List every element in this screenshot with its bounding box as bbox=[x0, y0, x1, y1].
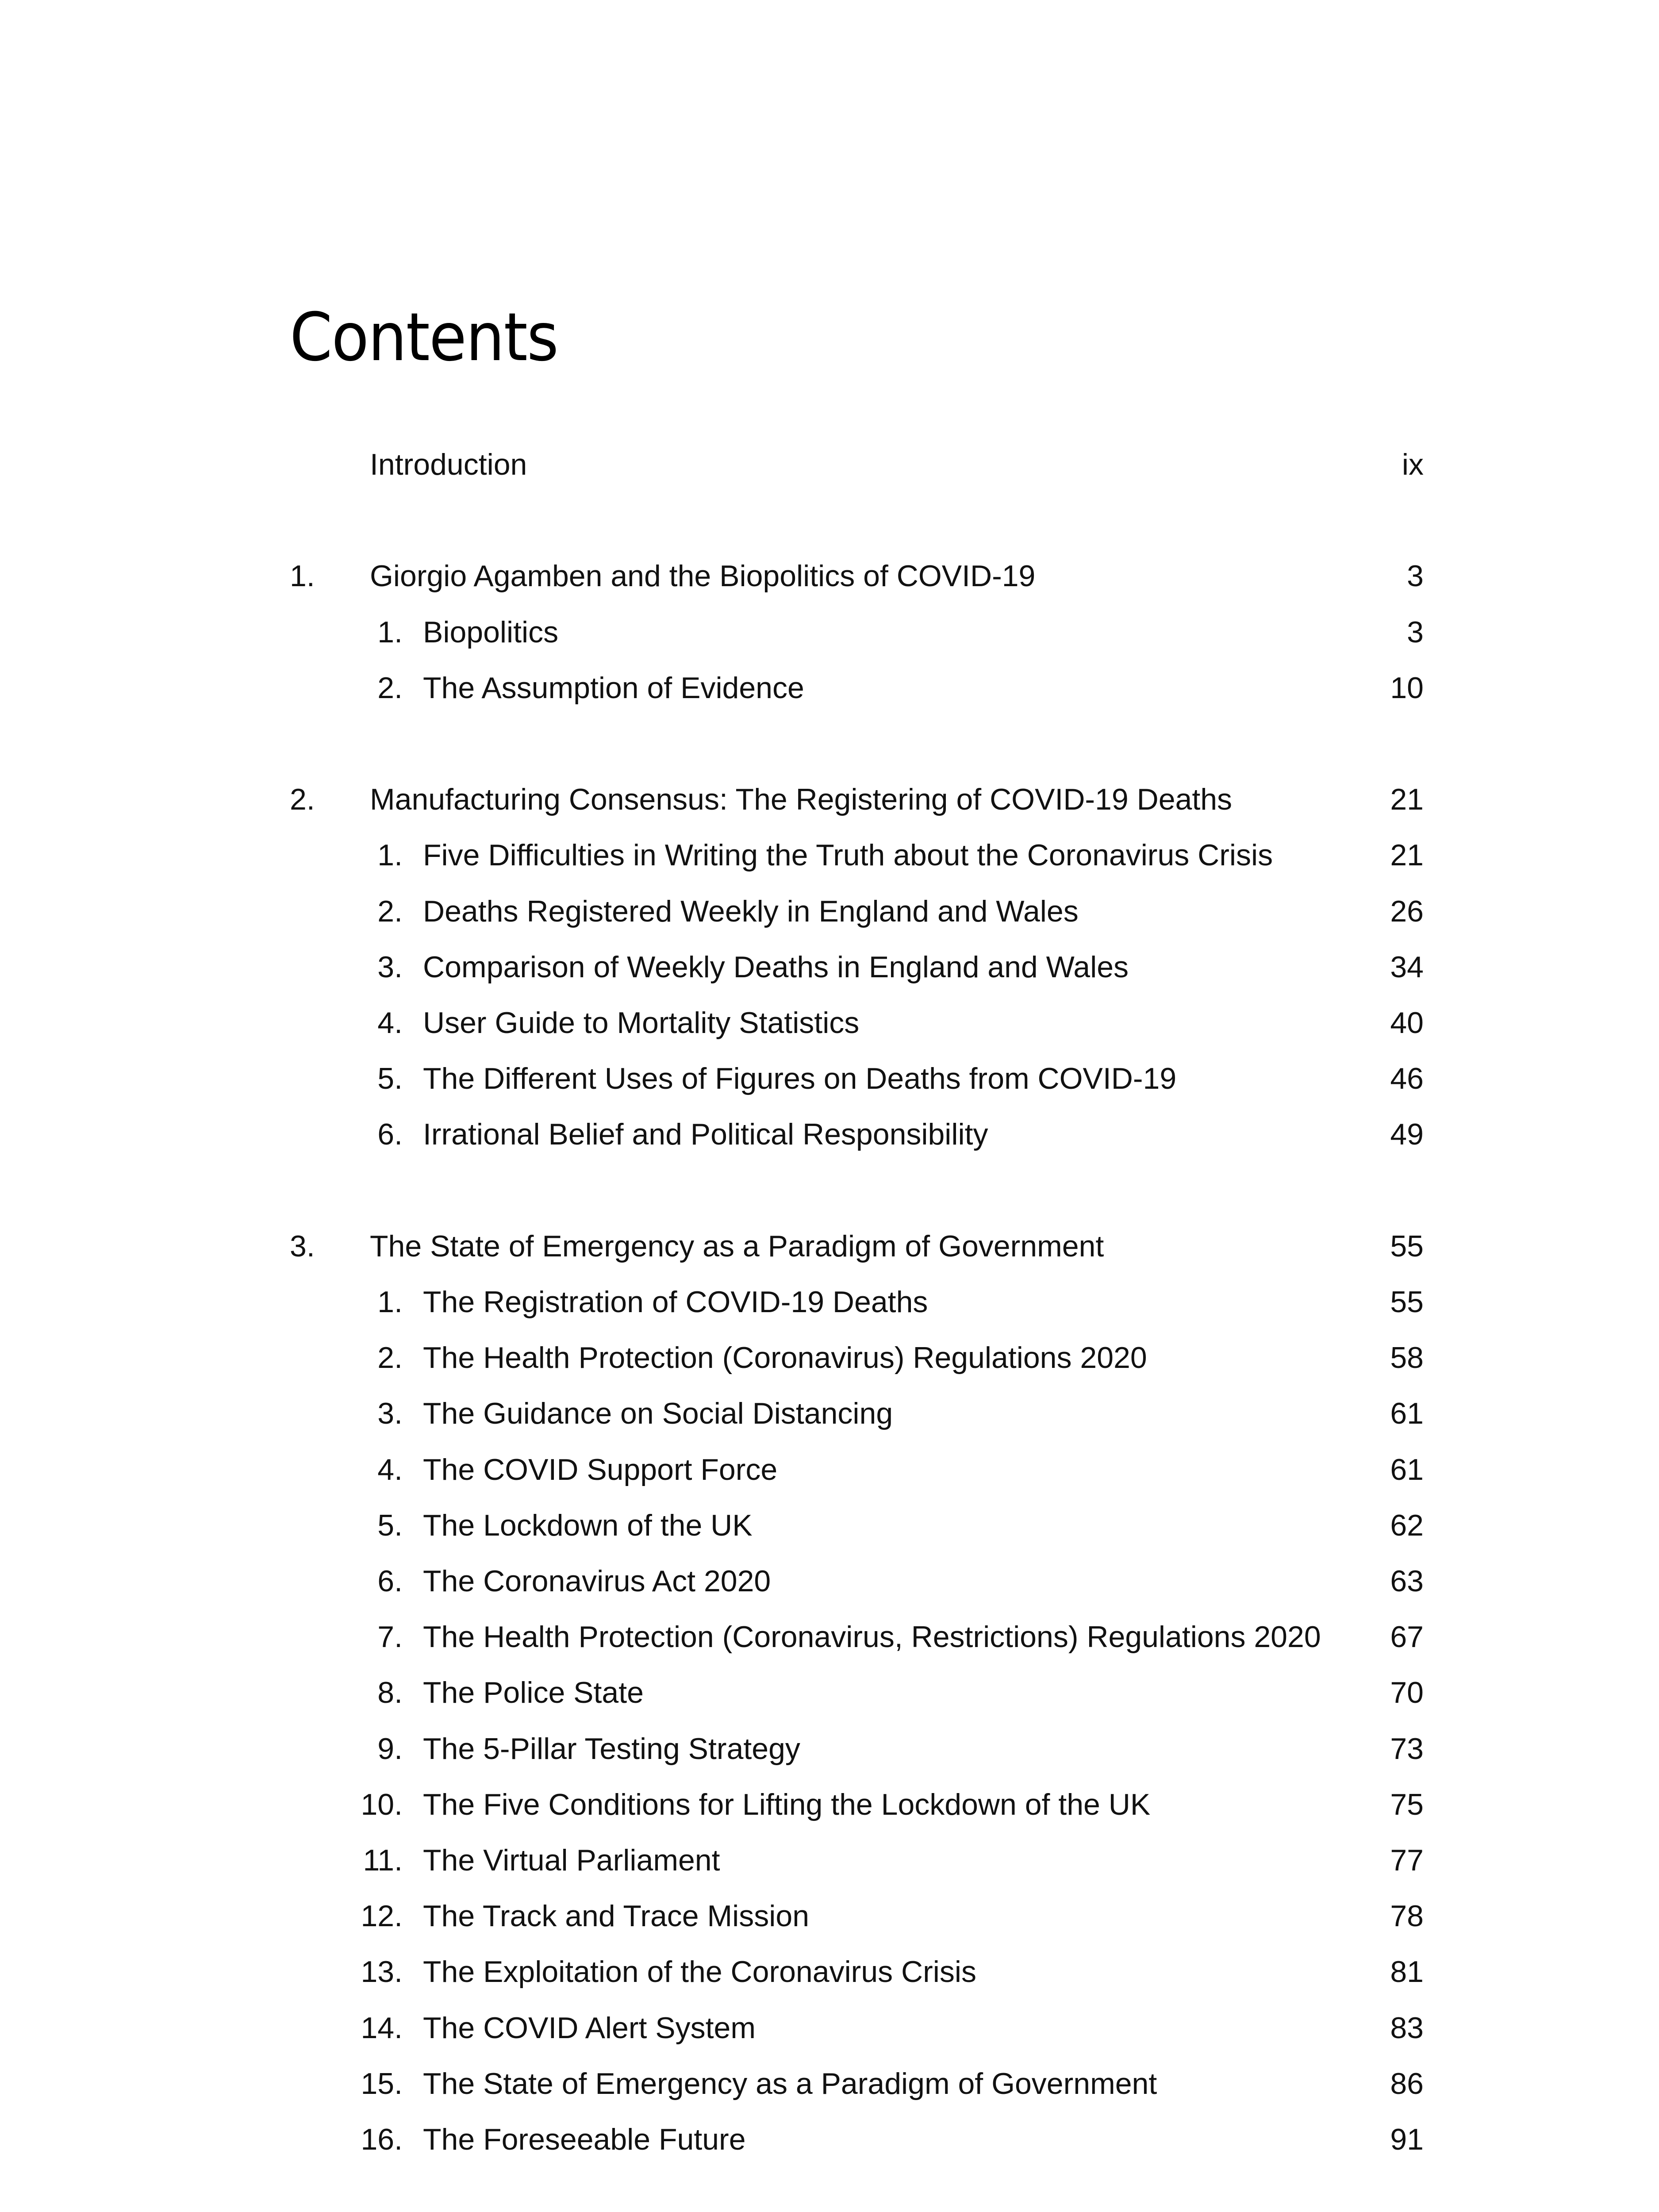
toc-entry-section[interactable] bbox=[0, 1778, 1659, 1831]
entry-page-number: 67 bbox=[1390, 1620, 1424, 1654]
entry-page-number: 10 bbox=[1390, 671, 1424, 705]
entry-page-number: 81 bbox=[1390, 1955, 1424, 1989]
toc-entry-section[interactable] bbox=[0, 1108, 1659, 1161]
entry-page-number: 61 bbox=[1390, 1452, 1424, 1486]
section-number: 3. bbox=[377, 950, 403, 984]
section-title: User Guide to Mortality Statistics bbox=[423, 1006, 860, 1040]
toc-entry-section[interactable] bbox=[0, 1052, 1659, 1105]
chapter-title: The State of Emergency as a Paradigm of Government bbox=[370, 1229, 1104, 1263]
entry-page-number: 83 bbox=[1390, 2011, 1424, 2045]
toc-entry-section[interactable] bbox=[0, 1499, 1659, 1552]
section-title: Biopolitics bbox=[423, 615, 559, 649]
entry-page-number: 40 bbox=[1390, 1006, 1424, 1040]
section-title: The Coronavirus Act 2020 bbox=[423, 1564, 771, 1598]
entry-page-number: 34 bbox=[1390, 950, 1424, 984]
section-number: 2. bbox=[377, 894, 403, 928]
section-number: 2. bbox=[377, 1341, 403, 1375]
toc-entry-section[interactable] bbox=[0, 1555, 1659, 1608]
toc-entry-section[interactable] bbox=[0, 1275, 1659, 1329]
section-title: The Assumption of Evidence bbox=[423, 671, 804, 705]
page-title: Contents bbox=[290, 299, 558, 376]
entry-page-number: ix bbox=[1402, 448, 1424, 481]
entry-page-number: 77 bbox=[1390, 1843, 1424, 1877]
toc-entry-section[interactable] bbox=[0, 606, 1659, 659]
section-number: 7. bbox=[377, 1620, 403, 1654]
entry-page-number: 61 bbox=[1390, 1397, 1424, 1431]
toc-entry-section[interactable] bbox=[0, 1387, 1659, 1440]
entry-page-number: 26 bbox=[1390, 894, 1424, 928]
toc-entry-section[interactable] bbox=[0, 1443, 1659, 1496]
section-title: Deaths Registered Weekly in England and Wales bbox=[423, 894, 1079, 928]
toc-entry-section[interactable] bbox=[0, 2113, 1659, 2166]
section-number: 16. bbox=[361, 2123, 403, 2156]
entry-page-number: 21 bbox=[1390, 838, 1424, 872]
section-title: The Registration of COVID-19 Deaths bbox=[423, 1285, 928, 1319]
entry-page-number: 55 bbox=[1390, 1285, 1424, 1319]
toc-entry-section[interactable] bbox=[0, 1722, 1659, 1775]
section-title: The State of Emergency as a Paradigm of Government bbox=[423, 2066, 1157, 2101]
chapter-title: Manufacturing Consensus: The Registering of COVID-19 Deaths bbox=[370, 783, 1233, 817]
section-title: The COVID Support Force bbox=[423, 1452, 778, 1486]
section-title: Comparison of Weekly Deaths in England and Wales bbox=[423, 950, 1129, 984]
toc-entry-section[interactable] bbox=[0, 1889, 1659, 1943]
chapter-number: 3. bbox=[290, 1229, 315, 1263]
chapter-title: Giorgio Agamben and the Biopolitics of COVID-19 bbox=[370, 559, 1036, 593]
chapter-number: 1. bbox=[290, 559, 315, 593]
toc-entry-section[interactable] bbox=[0, 1834, 1659, 1887]
entry-page-number: 62 bbox=[1390, 1508, 1424, 1542]
toc-entry-chapter[interactable] bbox=[0, 549, 1659, 603]
section-title: Irrational Belief and Political Responsibility bbox=[423, 1118, 988, 1152]
toc-entry-section[interactable] bbox=[0, 996, 1659, 1049]
section-title: Five Difficulties in Writing the Truth about the Coronavirus Crisis bbox=[423, 838, 1273, 872]
entry-page-number: 3 bbox=[1407, 559, 1424, 593]
section-number: 4. bbox=[377, 1452, 403, 1486]
section-title: The COVID Alert System bbox=[423, 2011, 756, 2045]
section-title: The Guidance on Social Distancing bbox=[423, 1397, 893, 1431]
toc-entry-chapter[interactable] bbox=[0, 773, 1659, 826]
section-number: 13. bbox=[361, 1955, 403, 1989]
section-number: 3. bbox=[377, 1397, 403, 1431]
section-number: 1. bbox=[377, 838, 403, 872]
entry-page-number: 46 bbox=[1390, 1062, 1424, 1096]
chapter-number: 2. bbox=[290, 783, 315, 817]
section-number: 5. bbox=[377, 1508, 403, 1542]
toc-entry-section[interactable] bbox=[0, 1331, 1659, 1384]
entry-page-number: 73 bbox=[1390, 1732, 1424, 1766]
toc-entry-section[interactable] bbox=[0, 661, 1659, 714]
section-number: 6. bbox=[377, 1564, 403, 1598]
entry-page-number: 49 bbox=[1390, 1118, 1424, 1152]
section-title: The Track and Trace Mission bbox=[423, 1899, 810, 1933]
entry-page-number: 21 bbox=[1390, 783, 1424, 817]
entry-page-number: 3 bbox=[1407, 615, 1424, 649]
toc-entry-introduction[interactable] bbox=[0, 438, 1659, 491]
toc-entry-section[interactable] bbox=[0, 829, 1659, 882]
section-title: The Health Protection (Coronavirus) Regulations 2020 bbox=[423, 1341, 1147, 1375]
section-number: 8. bbox=[377, 1676, 403, 1710]
section-title: The Different Uses of Figures on Deaths from COVID-19 bbox=[423, 1062, 1177, 1096]
toc-entry-section[interactable] bbox=[0, 2057, 1659, 2110]
toc-entry-section[interactable] bbox=[0, 1666, 1659, 1719]
section-number: 14. bbox=[361, 2011, 403, 2045]
entry-page-number: 55 bbox=[1390, 1229, 1424, 1263]
toc-entry-section[interactable] bbox=[0, 2001, 1659, 2055]
section-number: 11. bbox=[363, 1843, 403, 1877]
entry-title: Introduction bbox=[370, 448, 527, 481]
toc-entry-section[interactable] bbox=[0, 941, 1659, 994]
toc-entry-section[interactable] bbox=[0, 1945, 1659, 1998]
section-title: The 5-Pillar Testing Strategy bbox=[423, 1732, 800, 1766]
toc-entry-section[interactable] bbox=[0, 885, 1659, 938]
section-number: 6. bbox=[377, 1118, 403, 1152]
section-number: 10. bbox=[361, 1787, 403, 1821]
entry-page-number: 86 bbox=[1390, 2066, 1424, 2101]
section-number: 1. bbox=[377, 1285, 403, 1319]
section-number: 12. bbox=[361, 1899, 403, 1933]
entry-page-number: 63 bbox=[1390, 1564, 1424, 1598]
section-title: The Exploitation of the Coronavirus Crisis bbox=[423, 1955, 976, 1989]
toc-entry-section[interactable] bbox=[0, 1610, 1659, 1663]
entry-page-number: 91 bbox=[1390, 2123, 1424, 2156]
entry-page-number: 78 bbox=[1390, 1899, 1424, 1933]
section-number: 2. bbox=[377, 671, 403, 705]
section-title: The Virtual Parliament bbox=[423, 1843, 720, 1877]
section-number: 5. bbox=[377, 1062, 403, 1096]
section-number: 1. bbox=[377, 615, 403, 649]
section-number: 15. bbox=[361, 2066, 403, 2101]
entry-page-number: 75 bbox=[1390, 1787, 1424, 1821]
entry-page-number: 58 bbox=[1390, 1341, 1424, 1375]
section-title: The Lockdown of the UK bbox=[423, 1508, 753, 1542]
toc-entry-chapter[interactable] bbox=[0, 1220, 1659, 1273]
section-number: 4. bbox=[377, 1006, 403, 1040]
section-title: The Health Protection (Coronavirus, Restrictions) Regulations 2020 bbox=[423, 1620, 1321, 1654]
section-title: The Five Conditions for Lifting the Lockdown of the UK bbox=[423, 1787, 1151, 1821]
entry-page-number: 70 bbox=[1390, 1676, 1424, 1710]
section-title: The Foreseeable Future bbox=[423, 2123, 746, 2156]
section-number: 9. bbox=[377, 1732, 403, 1766]
section-title: The Police State bbox=[423, 1676, 644, 1710]
